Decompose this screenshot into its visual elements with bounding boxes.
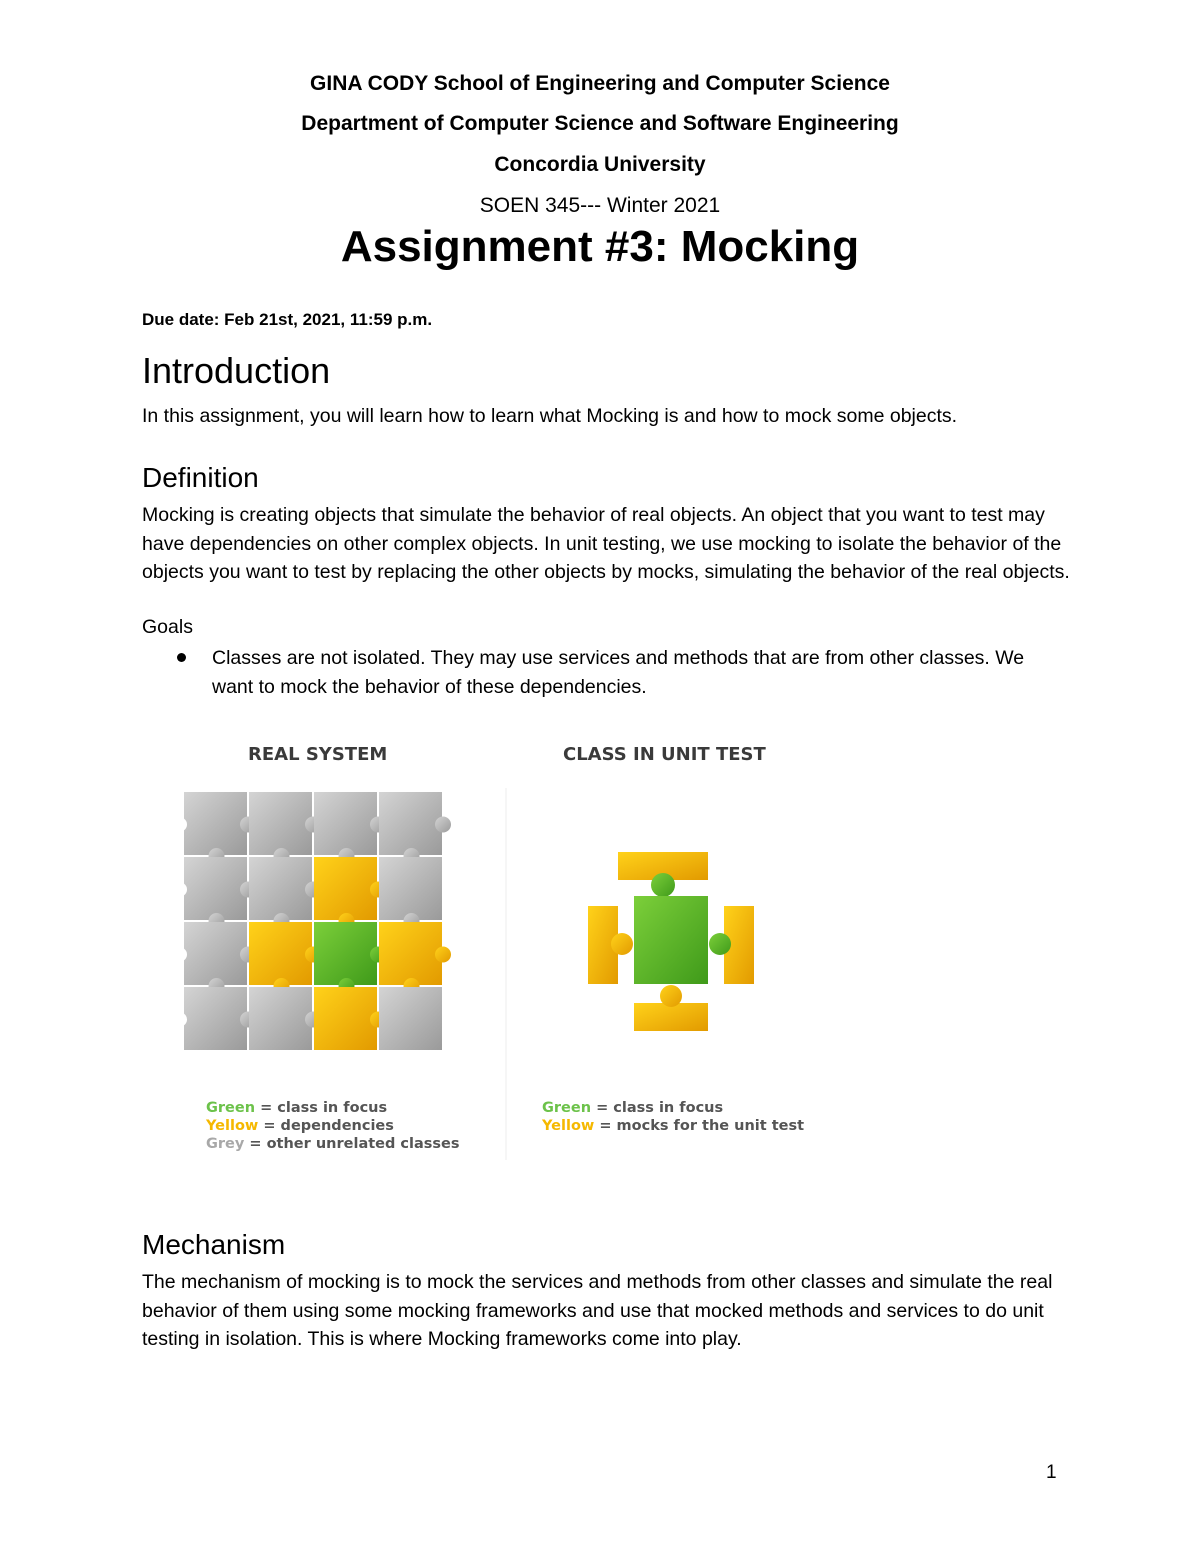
department-name: Department of Computer Science and Software Engineering [301,112,899,135]
introduction-text: In this assignment, you will learn how to learn what Mocking is and how to mock some objects. [142,405,958,427]
puzzle-piece [249,857,312,920]
due-date: Due date: Feb 21st, 2021, 11:59 p.m. [142,310,433,329]
page-number: 1 [1046,1462,1057,1483]
introduction-heading: Introduction [142,350,331,391]
legend-left-1 [205,1118,394,1134]
bullet-icon [177,653,186,662]
mock-piece-bottom [634,1003,708,1031]
focus-piece [634,896,708,984]
focus-tab-right [709,933,731,955]
mocking-figure [160,728,820,1168]
puzzle-piece [249,987,312,1050]
legend-left-0 [206,1100,387,1116]
mock-tab-bottom [660,985,682,1007]
puzzle-piece [379,857,442,920]
puzzle-slot [173,1013,187,1027]
goals-label: Goals [142,616,193,638]
puzzle-piece [184,857,247,920]
university-name: Concordia University [494,153,706,176]
puzzle-tab [435,817,451,833]
mechanism-heading: Mechanism [142,1229,286,1260]
definition-text: Mocking is creating objects that simulate the behavior of real objects. An object that you want to test may have dependencies on other complex objects. In unit testing, we use mocking to isolate the behavior of the objects you want to test by replacing the other objects by mocks, simulating the behavior of the real objects. [142,504,1070,583]
legend-key: Grey [206,1136,245,1152]
legend-key: Yellow [206,1118,259,1134]
legend-text: = other unrelated classes [244,1136,460,1152]
mock-tab-left [611,933,633,955]
puzzle-piece [314,792,377,855]
puzzle-piece [184,792,247,855]
legend-right-0 [542,1100,723,1116]
real-system-puzzle [173,792,451,1050]
legend-text: = class in focus [255,1100,388,1116]
mock-tab-top [651,873,675,897]
course-name: SOEN 345--- Winter 2021 [479,194,721,217]
puzzle-piece [379,792,442,855]
real-system-title: REAL SYSTEM [248,744,388,765]
puzzle-piece [249,922,312,985]
legend-left-2 [206,1136,460,1152]
goal-item: Classes are not isolated. They may use services and methods that are from other classes. We want to mock the behavior of these dependencies. [212,647,1025,698]
puzzle-piece [249,792,312,855]
puzzle-piece [379,922,442,985]
mechanism-text: The mechanism of mocking is to mock the services and methods from other classes and simulate the real behavior of them using some mocking frameworks and use that mocked methods and services to do unit testing in isolation. This is where Mocking frameworks come into play. [142,1271,1053,1350]
legend-key: Green [206,1100,256,1116]
legend-key: Yellow [542,1118,595,1134]
unit-test-title: CLASS IN UNIT TEST [563,744,766,765]
legend-text: = dependencies [258,1118,394,1134]
puzzle-slot [173,883,187,897]
legend-text: = mocks for the unit test [594,1118,805,1134]
puzzle-tab [435,947,451,963]
puzzle-piece [184,987,247,1050]
puzzle-slot [173,948,187,962]
legend-key: Green [542,1100,592,1116]
assignment-title: Assignment #3: Mocking [340,222,860,271]
puzzle-piece [314,857,377,920]
puzzle-piece [314,987,377,1050]
puzzle-slot [173,818,187,832]
definition-heading: Definition [142,462,259,493]
legend-right-1 [541,1118,804,1134]
legend-text: = class in focus [591,1100,724,1116]
unit-test-puzzle [588,852,754,1031]
puzzle-piece [184,922,247,985]
puzzle-piece [314,922,377,985]
puzzle-piece [379,987,442,1050]
school-name: GINA CODY School of Engineering and Computer Science [310,72,890,95]
